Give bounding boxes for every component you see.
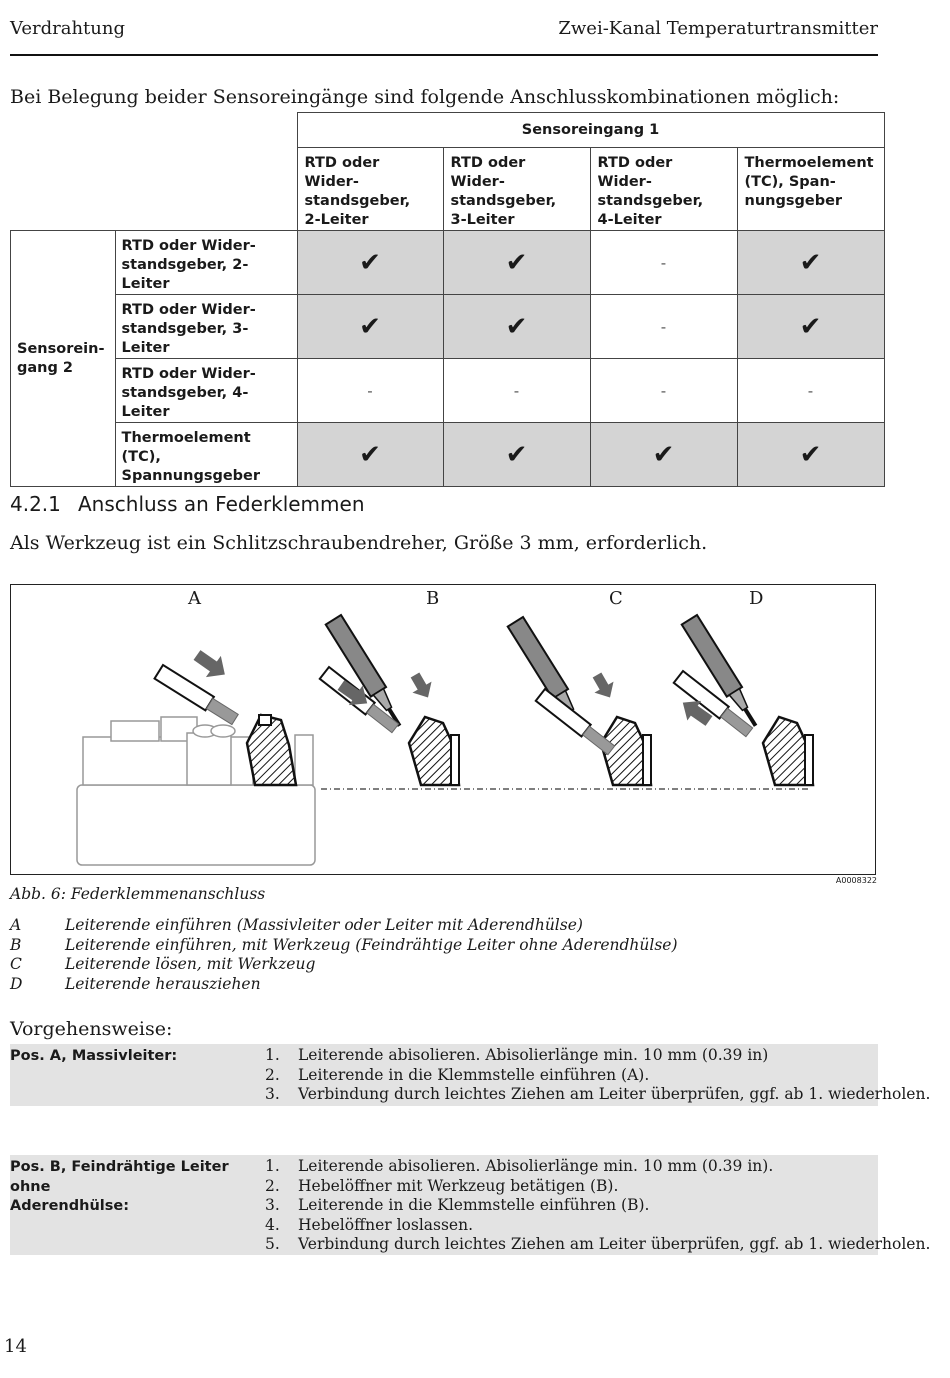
combination-table [10, 112, 885, 487]
row-label: RTD oder Wider- standsgeber, 3-Leiter [115, 295, 297, 359]
page-number: 14 [4, 1336, 27, 1357]
check-mark: ✔ [737, 295, 884, 359]
arrow-c [587, 670, 619, 704]
check-mark: ✔ [297, 231, 443, 295]
figure-caption: Abb. 6: Federklemmenanschluss [10, 885, 266, 903]
dash-mark: - [297, 359, 443, 423]
check-mark: ✔ [443, 231, 590, 295]
dash-mark: - [590, 231, 737, 295]
section-number: 4.2.1 [10, 492, 61, 516]
header-left: Verdrahtung [10, 18, 125, 39]
figure-label-c: C [609, 588, 623, 609]
figure-label-d: D [749, 588, 764, 609]
dash-mark: - [737, 359, 884, 423]
column-header: RTD oder Wider- standsgeber, 2-Leiter [297, 148, 443, 231]
arrow-b2 [405, 670, 437, 704]
procedure-block-b: Pos. B, Feindrähtige Leiter ohne Aderendhülse: 1. Leiterende abisolieren. Abisolierlänge min. 10 mm (0.39 in). 2. Hebelöffner mit Werkzeug betätigen (B). 3. Leiterende in die Klemmstelle einführen (B). 4. Hebelöffner loslassen. 5. Verbindung durch leichtes Ziehen am Leiter überprüfen, ggf. ab 1. wiederholen. [10, 1157, 931, 1253]
check-mark: ✔ [443, 295, 590, 359]
figure-label-a: A [188, 588, 201, 609]
row-label: RTD oder Wider- standsgeber, 4-Leiter [115, 359, 297, 423]
column-header: RTD oder Wider- standsgeber, 4-Leiter [590, 148, 737, 231]
dash-mark: - [443, 359, 590, 423]
check-mark: ✔ [297, 423, 443, 487]
arrow-a [190, 644, 233, 685]
figure-frame [10, 584, 876, 875]
spring-terminal-illustration [11, 585, 875, 874]
check-mark: ✔ [590, 423, 737, 487]
check-mark: ✔ [737, 423, 884, 487]
column-header: RTD oder Wider- standsgeber, 3-Leiter [443, 148, 590, 231]
check-mark: ✔ [297, 295, 443, 359]
procedure-heading: Vorgehensweise: [10, 1018, 173, 1040]
group-header-sensor-1: Sensoreingang 1 [297, 113, 884, 148]
procedure-title: Pos. B, Feindrähtige Leiter ohne Aderendhülse: [10, 1159, 229, 1214]
wire-c [536, 689, 616, 756]
procedure-title: Pos. A, Massivleiter: [10, 1048, 178, 1064]
figure-code: A0008322 [835, 876, 877, 885]
section-heading [10, 492, 365, 516]
dash-mark: - [590, 295, 737, 359]
intro-text: Bei Belegung beider Sensoreingänge sind folgende Anschlusskombinationen möglich: [10, 86, 840, 108]
procedure-block-a: Pos. A, Massivleiter: 1. Leiterende abisolieren. Abisolierlänge min. 10 mm (0.39 in) 2. Leiterende in die Klemmstelle einführen (A). 3. Verbindung durch leichtes Ziehen am Leiter überprüfen, ggf. ab 1. wiederholen. [10, 1044, 878, 1106]
page-header [10, 16, 878, 56]
header-right: Zwei-Kanal Temperaturtransmitter [558, 18, 878, 39]
terminal-b [409, 717, 459, 785]
row-label: Thermoelement (TC), Spannungsgeber [115, 423, 297, 487]
section-title: Anschluss an Federklemmen [78, 492, 365, 516]
column-header: Thermoelement (TC), Span- nungsgeber [737, 148, 884, 231]
terminal-d [763, 717, 813, 785]
terminal-a [247, 715, 296, 785]
check-mark: ✔ [443, 423, 590, 487]
dash-mark: - [590, 359, 737, 423]
tool-text: Als Werkzeug ist ein Schlitzschraubendreher, Größe 3 mm, erforderlich. [10, 532, 708, 554]
check-mark: ✔ [737, 231, 884, 295]
group-header-sensor-2: Sensorein- gang 2 [11, 231, 116, 487]
figure-label-b: B [426, 588, 440, 609]
row-label: RTD oder Wider- standsgeber, 2-Leiter [115, 231, 297, 295]
